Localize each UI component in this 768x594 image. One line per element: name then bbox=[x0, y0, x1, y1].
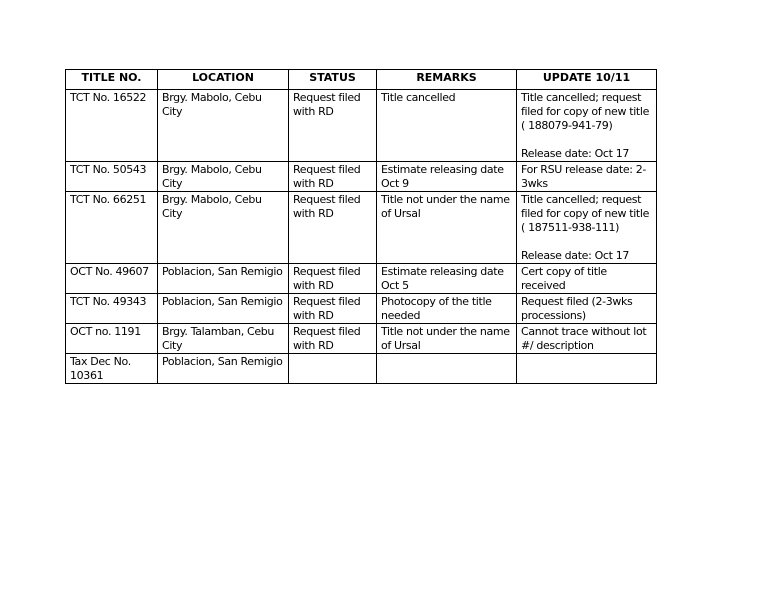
cell-location bbox=[158, 162, 289, 192]
cell-remarks bbox=[377, 90, 517, 162]
location-text: Poblacion, San Remigio bbox=[162, 295, 283, 308]
remarks-text: Estimate releasing date Oct 9 bbox=[381, 163, 504, 190]
cell-title-no bbox=[66, 324, 158, 354]
location-text: Brgy. Talamban, Cebu City bbox=[162, 325, 275, 352]
update-text: Request filed (2-3wks processions) bbox=[521, 295, 633, 322]
cell-update bbox=[517, 192, 657, 264]
location-text: Brgy. Mabolo, Cebu City bbox=[162, 91, 262, 118]
cell-status bbox=[289, 90, 377, 162]
cell-status bbox=[289, 324, 377, 354]
update-text: Title cancelled; request filed for copy of new title ( 188079-941-79) Release date: Oct 17 bbox=[521, 91, 650, 160]
update-text: Cert copy of title received bbox=[521, 265, 607, 292]
title-status-table bbox=[65, 69, 657, 384]
cell-status bbox=[289, 294, 377, 324]
cell-status bbox=[289, 264, 377, 294]
location-text: Brgy. Mabolo, Cebu City bbox=[162, 193, 262, 220]
title-no-text: OCT no. 1191 bbox=[70, 325, 141, 338]
cell-remarks bbox=[377, 294, 517, 324]
status-text: Request filed with RD bbox=[293, 193, 361, 220]
header-status: STATUS bbox=[289, 70, 377, 90]
table-row bbox=[66, 90, 657, 162]
cell-remarks bbox=[377, 324, 517, 354]
cell-update bbox=[517, 264, 657, 294]
cell-location bbox=[158, 324, 289, 354]
cell-update bbox=[517, 324, 657, 354]
status-text: Request filed with RD bbox=[293, 91, 361, 118]
status-text: Request filed with RD bbox=[293, 325, 361, 352]
header-update: UPDATE 10/11 bbox=[517, 70, 657, 90]
status-text: Request filed with RD bbox=[293, 295, 361, 322]
table-row bbox=[66, 264, 657, 294]
remarks-text: Title not under the name of Ursal bbox=[381, 193, 510, 220]
cell-remarks bbox=[377, 354, 517, 384]
cell-location bbox=[158, 354, 289, 384]
title-no-text: TCT No. 16522 bbox=[70, 91, 147, 104]
status-text: Request filed with RD bbox=[293, 163, 361, 190]
title-no-text: TCT No. 50543 bbox=[70, 163, 147, 176]
cell-title-no bbox=[66, 162, 158, 192]
update-text: Title cancelled; request filed for copy of new title ( 187511-938-111) Release date: Oct 17 bbox=[521, 193, 650, 262]
table-row bbox=[66, 294, 657, 324]
cell-title-no bbox=[66, 264, 158, 294]
cell-update bbox=[517, 354, 657, 384]
cell-remarks bbox=[377, 264, 517, 294]
table-row bbox=[66, 192, 657, 264]
header-title-no: TITLE NO. bbox=[66, 70, 158, 90]
location-text: Poblacion, San Remigio bbox=[162, 265, 283, 278]
cell-update bbox=[517, 162, 657, 192]
remarks-text: Title not under the name of Ursal bbox=[381, 325, 510, 352]
title-no-text: TCT No. 66251 bbox=[70, 193, 147, 206]
title-no-text: Tax Dec No. 10361 bbox=[70, 355, 131, 382]
title-no-text: OCT No. 49607 bbox=[70, 265, 149, 278]
status-text: Request filed with RD bbox=[293, 265, 361, 292]
remarks-text: Photocopy of the title needed bbox=[381, 295, 492, 322]
cell-status bbox=[289, 192, 377, 264]
cell-location bbox=[158, 264, 289, 294]
cell-status bbox=[289, 162, 377, 192]
cell-title-no bbox=[66, 192, 158, 264]
remarks-text: Estimate releasing date Oct 5 bbox=[381, 265, 504, 292]
cell-location bbox=[158, 294, 289, 324]
remarks-text: Title cancelled bbox=[381, 91, 456, 104]
cell-title-no bbox=[66, 354, 158, 384]
cell-title-no bbox=[66, 90, 158, 162]
cell-status bbox=[289, 354, 377, 384]
cell-update bbox=[517, 294, 657, 324]
update-text: Cannot trace without lot #/ description bbox=[521, 325, 647, 352]
header-remarks: REMARKS bbox=[377, 70, 517, 90]
update-text: For RSU release date: 2-3wks bbox=[521, 163, 647, 190]
cell-update bbox=[517, 90, 657, 162]
cell-location bbox=[158, 90, 289, 162]
cell-remarks bbox=[377, 162, 517, 192]
table-row bbox=[66, 354, 657, 384]
table-row bbox=[66, 324, 657, 354]
table-header-row bbox=[66, 70, 657, 90]
cell-location bbox=[158, 192, 289, 264]
header-location: LOCATION bbox=[158, 70, 289, 90]
location-text: Brgy. Mabolo, Cebu City bbox=[162, 163, 262, 190]
cell-remarks bbox=[377, 192, 517, 264]
cell-title-no bbox=[66, 294, 158, 324]
table-row bbox=[66, 162, 657, 192]
location-text: Poblacion, San Remigio bbox=[162, 355, 283, 368]
title-no-text: TCT No. 49343 bbox=[70, 295, 147, 308]
